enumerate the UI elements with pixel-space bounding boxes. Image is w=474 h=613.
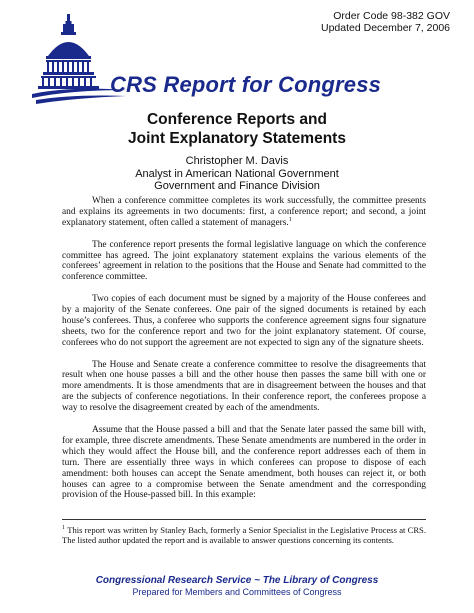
document-title bbox=[0, 110, 474, 148]
paragraph-1 bbox=[62, 196, 426, 229]
paragraph-5: Assume that the House passed a bill and that the Senate later passed the same bill with, for example, three discrete amendments. These Senate amendments are numbered in the order in which they would affect the House bill, and the conference report addresses each of them in turn. There are essentially three ways in which conferees can propose to dispose of each amendment: both houses can accept the Senate amendment, both houses can reject it, or both houses can agree to a compromise between the Senate amendment and the corresponding provision of the House-passed bill. In this example: bbox=[62, 424, 426, 501]
footer-line-2: Prepared for Members and Committees of Congress bbox=[132, 587, 342, 597]
title-line-1: Conference Reports and bbox=[146, 111, 327, 128]
footnote-text: This report was written by Stanley Bach, formerly a Senior Specialist in the Legislative Process at CRS. The listed author updated the report and is available to answer questions concerning its contents. bbox=[62, 525, 426, 546]
order-code: Order Code 98-382 GOV bbox=[333, 10, 450, 22]
paragraph-1-text: When a conference committee completes its work successfully, the committee presents and explains its agreements in two documents: first, a conference report; and second, a joint explanatory statement, often called a statement of managers. bbox=[62, 196, 426, 228]
report-series-title: CRS Report for Congress bbox=[110, 72, 382, 97]
updated-date: Updated December 7, 2006 bbox=[321, 22, 450, 34]
author-division: Government and Finance Division bbox=[154, 180, 320, 192]
paragraph-2: The conference report presents the formal legislative language on which the conference committee has agreed. The joint explanatory statement explains the various elements of the conferees’ agreement in relation to the positions that the House and Senate had committed to the conference committee. bbox=[62, 239, 426, 283]
body-text bbox=[62, 196, 426, 512]
order-code-block bbox=[321, 10, 450, 34]
footnote-divider bbox=[62, 519, 426, 520]
author-block bbox=[0, 155, 474, 193]
page-footer bbox=[0, 575, 474, 598]
footnote-number: 1 bbox=[62, 525, 65, 532]
paragraph-3: Two copies of each document must be signed by a majority of the House conferees and by a majority of the Senate conferees. One pair of the signed documents is retained by each house’s conferees. Thus, a conferee who supports the conference agreement signs four signature sheets, two for the conference report and two for the joint explanatory statement. Of course, conferees who do not support the agreement are not expected to sign any of the signature sheets. bbox=[62, 294, 426, 348]
footnote-marker: 1 bbox=[288, 216, 292, 223]
title-line-2: Joint Explanatory Statements bbox=[128, 130, 346, 147]
author-role: Analyst in American National Government bbox=[135, 167, 339, 180]
footer-line-1: Congressional Research Service ~ The Library of Congress bbox=[95, 575, 379, 586]
author-name: Christopher M. Davis bbox=[185, 155, 289, 167]
footnote bbox=[62, 525, 426, 545]
paragraph-4: The House and Senate create a conference committee to resolve the disagreements that result when one house passes a bill and the other house then passes the same bill with one or more amendments. It is those amendments that are in disagreement between the houses and that are the subjects of conference negotiations. In their conference report, the conferees propose a way to resolve the disagreement created by each of the amendments. bbox=[62, 359, 426, 414]
